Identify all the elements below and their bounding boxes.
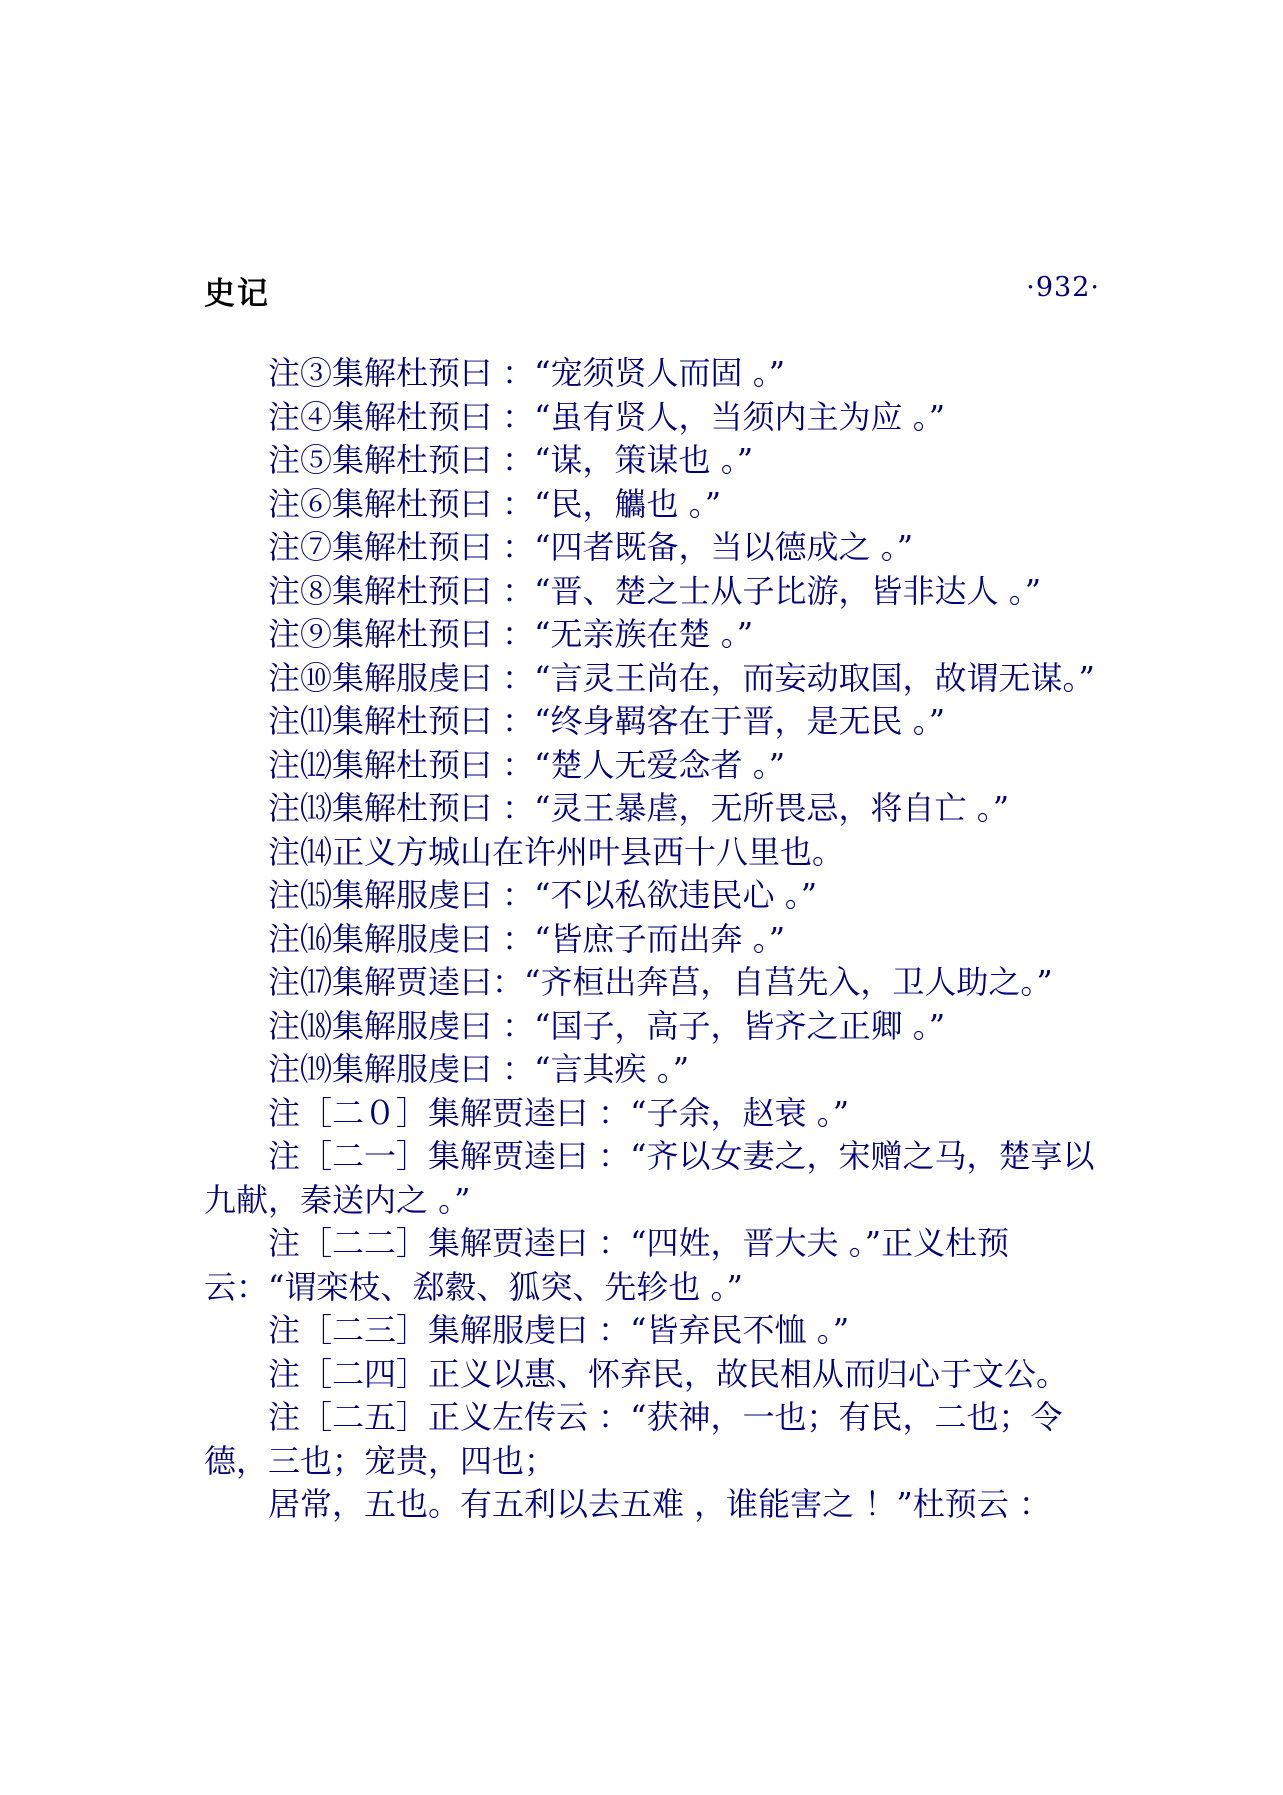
note-paragraph: 注⑤集解杜预曰 ：“谋，策谋也 。” (268, 441, 754, 479)
note-paragraph: 注④集解杜预曰 ：“虽有贤人，当须内主为应 。” (268, 397, 946, 436)
note-paragraph: 注⒅集解服虔曰 ：“国子，高子，皆齐之正卿 。” (268, 1006, 946, 1045)
note-paragraph: 注［二五］正义左传云 ：“获神，一也；有民，二也；令德，三也；宠贵，四也； (204, 1398, 1063, 1480)
book-title: 史记 (204, 276, 270, 312)
note-paragraph: 注⒂集解服虔曰 ：“不以私欲违民心 。” (268, 876, 818, 914)
page-header (204, 268, 1100, 312)
note-paragraph: 注⒀集解杜预曰 ：“灵王暴虐，无所畏忌，将自亡 。” (268, 789, 1010, 827)
note-paragraph: 注⒃集解服虔曰 ：“皆庶子而出奔 。” (268, 919, 786, 958)
note-paragraph: 注［二三］集解服虔曰 ：“皆弃民不恤 。” (268, 1311, 850, 1349)
note-paragraph: 注⑩集解服虔曰 ：“言灵王尚在，而妄动取国，故谓无谋。” (268, 658, 1095, 697)
note-paragraph: 注⑦集解杜预曰 ：“四者既备，当以德成之 。” (268, 528, 914, 566)
note-paragraph: 注⒆集解服虔曰 ：“言其疾 。” (268, 1050, 690, 1088)
note-paragraph: 注⒄集解贾逵曰：“齐桓出奔莒，自莒先入，卫人助之。” (268, 963, 1053, 1001)
note-paragraph: 注⑥集解杜预曰 ：“民，觿也 。” (268, 484, 722, 523)
note-paragraph: 注③集解杜预曰 ：“宠须贤人而固 。” (268, 354, 786, 392)
note-paragraph: 注［二四］正义以惠、怀弃民，故民相从而归心于文公。 (268, 1354, 1069, 1393)
note-paragraph: 注⑿集解杜预曰 ：“楚人无爱念者 。” (268, 745, 786, 784)
note-paragraph: 注⑨集解杜预曰 ：“无亲族在楚 。” (268, 615, 754, 653)
note-paragraph: 注［二０］集解贾逵曰 ：“子余，赵衰 。” (268, 1093, 850, 1132)
note-paragraph: 居常，五也。有五利以去五难 ，谁能害之 ！”杜预云 ： (268, 1485, 1051, 1523)
page-number: ·932· (1026, 272, 1100, 303)
note-paragraph: 注⒁正义方城山在许州叶县西十八里也。 (268, 832, 845, 871)
note-paragraph: 注［二二］集解贾逵曰 ：“四姓，晋大夫 。”正义杜预云：“谓栾枝、郄縠、狐突、先轸也 。” (204, 1224, 1010, 1306)
annotation-notes (204, 352, 1104, 1527)
note-paragraph: 注⑧集解杜预曰 ：“晋、楚之士从子比游，皆非达人 。” (268, 571, 1042, 610)
note-paragraph: 注［二一］集解贾逵曰 ：“齐以女妻之，宋赠之马，楚享以九献，秦送内之 。” (204, 1137, 1095, 1219)
note-paragraph: 注⑾集解杜预曰 ：“终身羁客在于晋，是无民 。” (268, 702, 946, 740)
